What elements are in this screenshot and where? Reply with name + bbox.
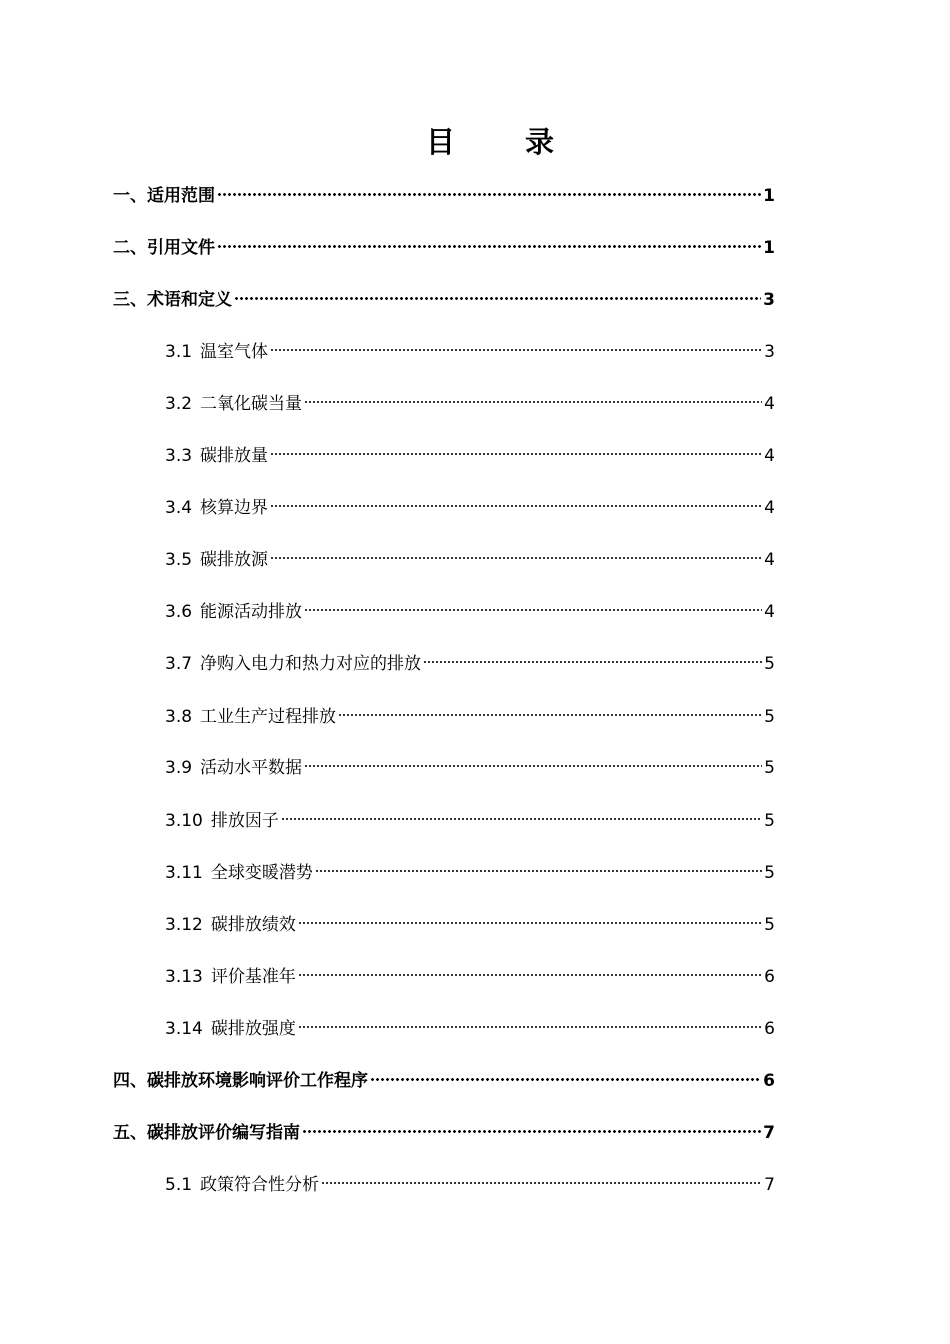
toc-entry-page-number: 3 [764,342,775,362]
toc-entry-page-number: 6 [764,967,775,987]
dot-leader [304,747,762,773]
toc-entry-15[interactable] [165,904,775,935]
dot-leader [298,1008,762,1034]
toc-entry-page-number: 5 [764,915,775,935]
toc-entry-label: 核算边界 [200,498,269,518]
toc-entry-number: 三、 [113,290,147,310]
toc-entry-label: 评价基准年 [210,967,296,987]
toc-entry-page-number: 4 [764,446,775,466]
toc-entry-number: 一、 [113,186,147,206]
toc-entry-number: 3.6 [165,602,193,622]
toc-entry-label: 碳排放环境影响评价工作程序 [147,1071,368,1091]
toc-entry-number: 3.8 [165,707,193,727]
toc-entry-number: 3.4 [165,498,193,518]
toc-entry-label: 引用文件 [147,238,215,258]
toc-entry-page-number: 5 [764,654,775,674]
toc-entry-18[interactable] [113,1060,775,1091]
toc-entry-label: 碳排放绩效 [210,915,296,935]
toc-entry-page-number: 3 [763,290,775,310]
toc-entry-label: 全球变暖潜势 [210,863,313,883]
dot-leader [234,279,761,305]
toc-entry-14[interactable] [165,852,775,883]
toc-title: 目 录 [425,125,585,159]
dot-leader [321,1164,762,1190]
toc-entry-number: 3.7 [165,654,193,674]
toc-entry-number: 3.11 [165,863,203,883]
dot-leader [302,1112,761,1138]
dot-leader [298,904,762,930]
toc-entry-page-number: 5 [764,707,775,727]
toc-entry-page-number: 7 [763,1123,775,1143]
dot-leader [281,800,762,826]
toc-entry-page-number: 4 [764,602,775,622]
toc-entry-number: 3.10 [165,811,203,831]
toc-entry-number: 3.9 [165,758,193,778]
toc-entry-label: 活动水平数据 [200,758,303,778]
toc-entry-label: 净购入电力和热力对应的排放 [200,654,422,674]
toc-entry-page-number: 6 [764,1019,775,1039]
toc-entry-6[interactable] [165,435,775,466]
toc-entry-number: 3.1 [165,342,193,362]
dot-leader [423,643,762,669]
toc-entry-number: 3.5 [165,550,193,570]
toc-entry-5[interactable] [165,383,775,414]
toc-entry-number: 四、 [113,1071,147,1091]
toc-entry-number: 3.3 [165,446,193,466]
dot-leader [298,956,762,982]
toc-entry-page-number: 4 [764,394,775,414]
toc-entry-19[interactable] [113,1112,775,1143]
toc-entry-page-number: 4 [764,550,775,570]
toc-entry-number: 二、 [113,238,147,258]
toc-entry-4[interactable] [165,331,775,362]
toc-entry-number: 五、 [113,1123,147,1143]
dot-leader [304,591,762,617]
dot-leader [270,539,762,565]
toc-entry-label: 能源活动排放 [200,602,303,622]
toc-entry-9[interactable] [165,591,775,622]
toc-entry-8[interactable] [165,539,775,570]
dot-leader [217,175,761,201]
dot-leader [304,383,762,409]
dot-leader [217,227,761,253]
toc-entry-1[interactable] [113,175,775,206]
toc-entry-11[interactable] [165,696,775,727]
toc-entry-number: 3.12 [165,915,203,935]
toc-entry-label: 碳排放源 [200,550,269,570]
toc-entry-label: 碳排放量 [200,446,269,466]
toc-entry-17[interactable] [165,1008,775,1039]
toc-entry-16[interactable] [165,956,775,987]
toc-entry-label: 术语和定义 [147,290,232,310]
dot-leader [315,852,762,878]
dot-leader [270,487,762,513]
toc-entry-label: 政策符合性分析 [200,1175,320,1195]
dot-leader [270,331,762,357]
toc-entry-label: 温室气体 [200,342,269,362]
toc-entry-label: 二氧化碳当量 [200,394,303,414]
toc-entry-number: 3.14 [165,1019,203,1039]
toc-entry-10[interactable] [165,643,775,674]
toc-entry-label: 碳排放评价编写指南 [147,1123,300,1143]
toc-entry-page-number: 1 [763,238,775,258]
toc-entry-page-number: 5 [764,811,775,831]
toc-entry-page-number: 7 [764,1175,775,1195]
toc-entry-13[interactable] [165,800,775,831]
dot-leader [270,435,762,461]
toc-entry-page-number: 5 [764,863,775,883]
toc-entry-label: 碳排放强度 [210,1019,296,1039]
toc-entry-20[interactable] [165,1164,775,1195]
toc-entry-page-number: 1 [763,186,775,206]
toc-entry-label: 排放因子 [210,811,279,831]
toc-entry-7[interactable] [165,487,775,518]
dot-leader [370,1060,761,1086]
toc-entry-number: 5.1 [165,1175,193,1195]
toc-entry-number: 3.2 [165,394,193,414]
toc-entry-number: 3.13 [165,967,203,987]
dot-leader [338,696,762,722]
toc-entry-page-number: 5 [764,758,775,778]
toc-entry-3[interactable] [113,279,775,310]
toc-entry-page-number: 4 [764,498,775,518]
toc-entry-label: 工业生产过程排放 [200,707,337,727]
toc-entry-page-number: 6 [763,1071,775,1091]
toc-entry-label: 适用范围 [147,186,215,206]
toc-entry-12[interactable] [165,747,775,778]
toc-entry-2[interactable] [113,227,775,258]
